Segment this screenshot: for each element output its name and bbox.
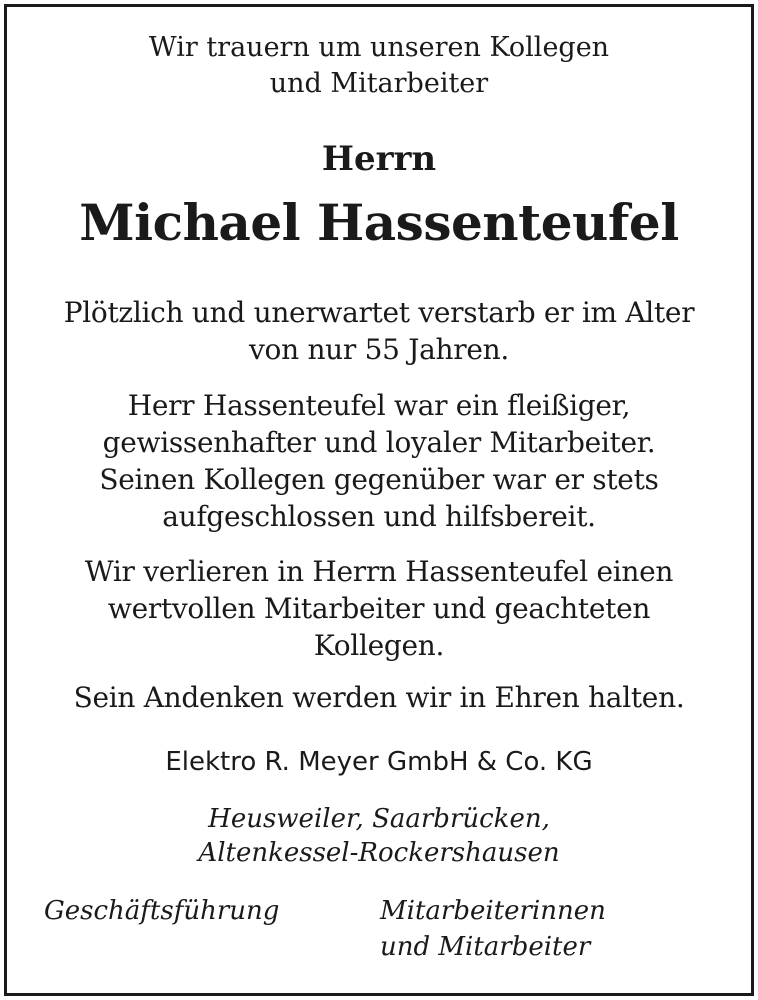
signature-staff-line-1: Mitarbeiterinnen <box>380 896 606 926</box>
paragraph-line: Wir verlieren in Herrn Hassenteufel einen <box>84 555 674 588</box>
paragraph-line: Plötzlich und unerwartet verstarb er im Alter <box>63 296 695 329</box>
paragraph-age <box>0 294 758 368</box>
company-locations <box>0 802 758 870</box>
paragraph-line: von nur 55 Jahren. <box>249 333 509 366</box>
deceased-name: Michael Hassenteufel <box>79 193 679 252</box>
paragraph-memory <box>0 679 758 716</box>
paragraph-line: Herr Hassenteufel war ein fleißiger, <box>127 389 631 422</box>
locations-line-2: Altenkessel-Rockershausen <box>198 838 560 868</box>
paragraph-line: wertvollen Mitarbeiter und geachteten <box>107 592 651 625</box>
paragraph-line: Kollegen. <box>313 629 445 662</box>
paragraph-character <box>0 387 758 535</box>
company-name: Elektro R. Meyer GmbH & Co. KG <box>165 747 593 777</box>
intro-line-1: Wir trauern um unseren Kollegen <box>148 32 610 63</box>
signature-management: Geschäftsführung <box>44 896 280 926</box>
locations-line-1: Heusweiler, Saarbrücken, <box>208 804 550 834</box>
paragraph-line: aufgeschlossen und hilfsbereit. <box>162 500 596 533</box>
signature-staff <box>380 893 606 965</box>
signature-staff-line-2: und Mitarbeiter <box>380 932 591 962</box>
intro-text <box>0 30 758 102</box>
salutation: Herrn <box>321 139 437 179</box>
paragraph-line: gewissenhafter und loyaler Mitarbeiter. <box>102 426 656 459</box>
paragraph-line: Sein Andenken werden wir in Ehren halten. <box>73 681 685 714</box>
intro-line-2: und Mitarbeiter <box>269 68 489 99</box>
paragraph-line: Seinen Kollegen gegenüber war er stets <box>99 463 659 496</box>
paragraph-loss <box>0 553 758 664</box>
